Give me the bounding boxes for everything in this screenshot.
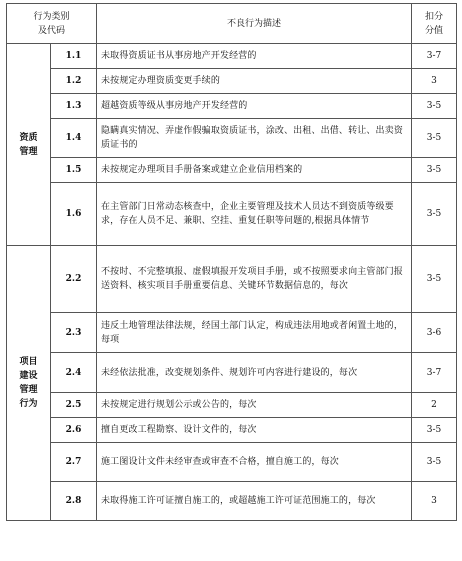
- category-cell: [7, 44, 51, 246]
- table-row: [7, 353, 457, 393]
- description-cell: 擅自更改工程勘察、设计文件的，每次: [97, 418, 412, 443]
- code-cell: 2.6: [51, 418, 97, 443]
- score-cell: 3-5: [412, 94, 457, 119]
- description-cell: 隐瞒真实情况、弄虚作假骗取资质证书，涂改、出租、出借、转让、出卖资质证书的: [97, 119, 412, 158]
- code-cell: 1.3: [51, 94, 97, 119]
- score-cell: 3-5: [412, 246, 457, 313]
- score-cell: 3-6: [412, 313, 457, 353]
- table-row: [7, 183, 457, 246]
- header-category: 行为类别及代码: [7, 4, 97, 44]
- description-cell: 违反土地管理法律法规，经国土部门认定，构成违法用地或者闲置土地的，每项: [97, 313, 412, 353]
- table-header-row: [7, 4, 457, 44]
- code-cell: 1.4: [51, 119, 97, 158]
- score-cell: 3: [412, 69, 457, 94]
- table-row: [7, 119, 457, 158]
- score-cell: 3-7: [412, 353, 457, 393]
- score-cell: 3-7: [412, 44, 457, 69]
- header-description: 不良行为描述: [97, 4, 412, 44]
- category-label: 项目建设管理行为: [19, 357, 38, 409]
- code-cell: 1.5: [51, 158, 97, 183]
- table-row: [7, 94, 457, 119]
- table-row: [7, 393, 457, 418]
- description-cell: 未按规定进行规划公示或公告的，每次: [97, 393, 412, 418]
- code-cell: 2.8: [51, 482, 97, 521]
- table-row: [7, 44, 457, 69]
- table-row: [7, 246, 457, 313]
- table-row: [7, 158, 457, 183]
- description-cell: 未按规定办理项目手册备案或建立企业信用档案的: [97, 158, 412, 183]
- code-cell: 2.4: [51, 353, 97, 393]
- code-cell: 1.6: [51, 183, 97, 246]
- header-score: 扣分分值: [412, 4, 457, 44]
- score-cell: 3: [412, 482, 457, 521]
- code-cell: 2.5: [51, 393, 97, 418]
- code-cell: 1.1: [51, 44, 97, 69]
- description-cell: 不按时、不完整填报、虚假填报开发项目手册，或不按照要求向主管部门报送资料、核实项目手册重要信息、关键环节数据信息的，每次: [97, 246, 412, 313]
- page-cut-edge: [6, 556, 456, 561]
- score-cell: 3-5: [412, 158, 457, 183]
- description-cell: 未取得施工许可证擅自施工的，或超越施工许可证范围施工的，每次: [97, 482, 412, 521]
- score-cell: 3-5: [412, 183, 457, 246]
- code-cell: 2.7: [51, 443, 97, 482]
- table-row: [7, 418, 457, 443]
- code-cell: 2.2: [51, 246, 97, 313]
- category-cell: [7, 246, 51, 521]
- score-cell: 3-5: [412, 418, 457, 443]
- code-cell: 2.3: [51, 313, 97, 353]
- category-label: 资质管理: [19, 132, 38, 157]
- violation-score-table: [6, 3, 457, 521]
- table-row: [7, 482, 457, 521]
- score-cell: 3-5: [412, 119, 457, 158]
- description-cell: 施工图设计文件未经审查或审查不合格，擅自施工的，每次: [97, 443, 412, 482]
- table-row: [7, 69, 457, 94]
- description-cell: 超越资质等级从事房地产开发经营的: [97, 94, 412, 119]
- table-row: [7, 443, 457, 482]
- description-cell: 未经依法批准，改变规划条件、规划许可内容进行建设的，每次: [97, 353, 412, 393]
- score-cell: 3-5: [412, 443, 457, 482]
- description-cell: 未取得资质证书从事房地产开发经营的: [97, 44, 412, 69]
- description-cell: 在主管部门日常动态核查中，企业主要管理及技术人员达不到资质等级要求，存在人员不足、兼职、空挂、重复任职等问题的,根据具体情节: [97, 183, 412, 246]
- code-cell: 1.2: [51, 69, 97, 94]
- score-cell: 2: [412, 393, 457, 418]
- description-cell: 未按规定办理资质变更手续的: [97, 69, 412, 94]
- table-row: [7, 313, 457, 353]
